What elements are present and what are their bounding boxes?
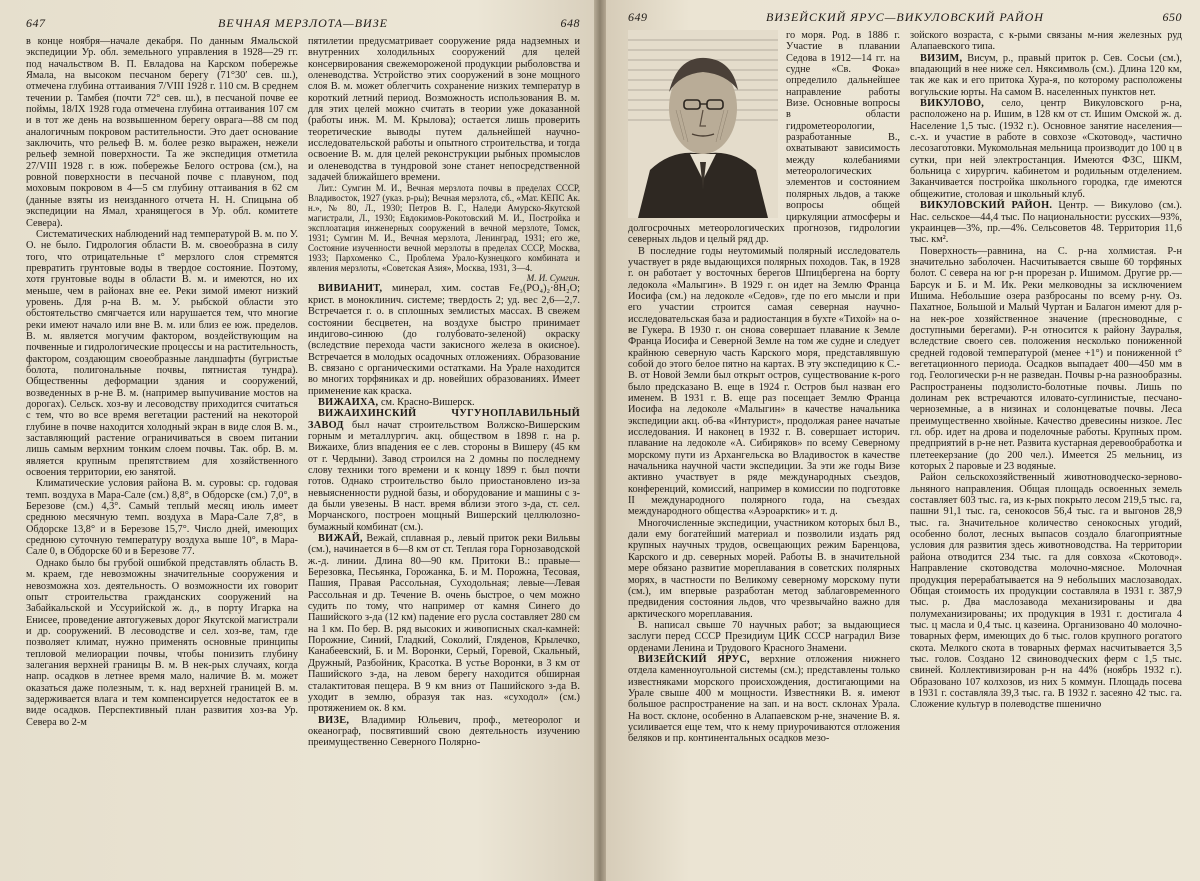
entry-text: Вежай, сплавная р., левый приток реки Вильвы (см.), начинается в 6—8 км от ст. Теплая гора Горнозаводской ж.-д. линии. Длина 80—90 км. Притоки В.: правые—Березовка, Песьянка, Горожанка, Б. и М. Порожна, Тесовая, Пашия, Правая Рассольная, Суходольная; левые—Левая Рассольная и др. Течение В. очень быстрое, о чем можно судить по тому, что например от камня Синего до Пашийского з-да (12 км) падение его русла составляет 280 см на 1 км. По бер. В. ряд высоких и живописных скал-камней: Порожние, Синий, Гладкий, Соколий, Гляденов, Крылечко, Канабеевский, Б. и М. Воронки, Серый, Горевой, Скальный, Дружный, Разбойник, Красотка. В устье Воронки, в 3 км от Пашийского з-да, на левом берегу находится обширная сталактитовая пещера. В 9 км вниз от Пашийского з-да В. уходит в землю, образуя так наз. «суходол» (см.) протяжением ок. 8 км. [308, 533, 580, 715]
entry-text: Центр. — Викулово (см.). Нас. сельское—44,4 тыс. По национальности: русских—93%, украинцев—3%, пр.—4%. Сельсоветов 48. Территория 11,6 тыс. км². [910, 200, 1182, 246]
entry-headword: ВИЗИМ, [920, 52, 963, 64]
entry [910, 53, 1182, 98]
author-signature: М. И. Сумгин. [526, 273, 580, 284]
entry-headword: ВИЖАИХИНСКИЙ ЧУГУНОПЛАВИЛЬНЫЙ ЗАВОД [308, 408, 580, 431]
entry [308, 408, 580, 533]
page-number: 649 [628, 10, 648, 24]
running-head-right [628, 10, 1182, 26]
paragraph: Район сельскохозяйственный животноводческо-зерново-льняного направления. Общая площадь освоенных земель составляет 603 тыс. га, из к-рых покрыто лесом 219,5 тыс. га, пашни 91,1 тыс. га, сенокосов 56,4 тыс. га и выгонов 28,9 тыс. га. Значительное количество сенокосных угодий, особенно болот, лесных выпасов создало благоприятные условия для развития здесь животноводства. На территории района отводится 234 тыс. га для совхоза «Скотовод». Направление скотоводства молочно-мясное. Молочная продукция перерабатывается на 9 небольших маслозаводах. Общая стоимость их продукции составляла в 1931 г. 387,9 тыс. р. Два маслозавода механизированы и два полумеханизированы; их продукция в 1931 г. достигала 4 тыс. ц масла и 0,4 тыс. ц казеина. Организовано 40 молочно-товарных ферм, имеющих до 6 тыс. голов крупного рогатого скота. Мелкого скота в товарных фермах насчитывается 3,5 тыс. голов. Создано 12 свиноводческих ферм с 1,5 тыс. свиней. Коллективизирован р-н на 44% (ноябрь 1932 г.). Образовано 107 колхозов, из них 5 коммун. Площадь посева в 1931 г. составляла 39,3 тыс. га. В 1932 г. засеяно 42 тыс. га. Сложение культур в полеводстве пшенично [910, 472, 1182, 711]
entry [308, 715, 580, 749]
book-gutter [594, 0, 606, 881]
paragraph: Однако было бы грубой ошибкой представлять область В. м. краем, где невозможны значительные сооружения и невозможна хоз. деятельность. О возможности их говорит опыт строительства гражданских сооружений на Забайкальской и Уссурийской ж. д., в порту Игарка на Енисее, проведение автогужевых дорог Якутской магистрали и др. сооружений. В лесоводстве и сел. хоз-ве, там, где позволяет климат, нужно применять основные принципы тепловой мелиорации почвы, чтобы понизить глубину залегания верхней границы В. м. В нек-рых случаях, когда напр. осадков в летнее время мало, наличие В. м. может оказаться даже полезным, т. к. над верхней границей В. м. задерживается влага и тем компенсируется недостаток ее в виде осадков. Перспективный план развития хоз-ва Ур. Севера во 2-м [26, 557, 298, 728]
paragraph: Многочисленные экспедиции, участником которых был В., дали ему богатейший материал и позволили издать ряд крупных научных трудов, освещающих режим Баренцова, Карского и др. северных морей. Работы В. в значительной мере обязано развитие мореплавания в советских полярных морях, в частности по Великому северному морскому пути (см.), им впервые разработан метод заблаговременного предвидения состояния льдов, что чрезвычайно важно для арктического мореплавания. [628, 517, 900, 620]
portrait-engraving [628, 30, 778, 218]
entry-headword: ВИКУЛОВСКИЙ РАЙОН. [920, 200, 1053, 212]
entry-text: Висум, р., правый приток р. Сев. Сосьи (см.), впадающий в нее ниже сел. Няксимволь (см.). Длина 120 км, так же как и его притока Хура-я, по которому расположены вогульские юрты. На самом В. населенных пунктов нет. [910, 52, 1182, 98]
page-number: 648 [560, 16, 580, 30]
entry [308, 533, 580, 715]
entry-text: был начат строительством Волжско-Вишерским горным и металлургич. акц. обществом в 1898 г. на р. Вижаихе, близ впадения ее с лев. стороны в Вишеру (45 км от г. Чердыни). Завод строился на 2 домны по последнему слову техники того времени и к концу 1899 г. был почти готов. Однако строительство было приостановлено из-за невыясненности рудной базы, и оборудование и машины с з-да были увезены. В наст. время вблизи этого з-да, ст. сел. Морчанского, построен мощный Вишерский целлюлозно-бумажный комбинат (см.). [308, 419, 580, 533]
paragraph: Климатические условия района В. м. суровы: ср. годовая темп. воздуха в Мара-Сале (см.) 8,8°, в Обдорске (см.) 7,0°, в Березове (см.) 4,3°. Самый теплый месяц июль имеет среднюю месячную темп. воздуха в Мара-Сале 7,8°, в Обдорске 13,8° и в Березове 15,7°. Число дней, имеющих среднюю суточную температуру воздуха выше 10°, в Мара-Сале 0, в Обдорске 60 и в Березове 77. [26, 478, 298, 558]
entry [628, 654, 900, 745]
page-number: 650 [1162, 10, 1182, 24]
text-column [628, 30, 900, 870]
paragraph: Систематических наблюдений над температурой В. м. по У. О. не было. Гидрология области В. м. своеобразна в силу того, что отрицательные t° мерзлого слоя стремятся превратить грунтовые воды в твердое состояние. Поэтому, хотя грунтовые воды в области В. м. и имеются, но их меньше, чем в районах вне ее. Реки зимой имеют низкий уровень. Для р-на В. м. У. рыбской области это обстоятельство смягчается или нарушается тем, что многие реки имеют начало или вне В. м. или близ ее юж. пределов. В. м. является могучим фактором, воздействующим на почвенные и гидрологические процессы и на растительность, фактором, создающим своеобразные ландшафты (бугристые болота, полигональные почвы, пятнистая тундра). Общественны деформации здания и сооружений, возведенных в р-не В. м. (например выпучивание мостов на дорогах). Сельск. хоз-ву и лесоводству приходится считаться с тем, что во все время вегетации растений на некоторой глубине в почве находится холодный экран в виде слоя В. м., заставляющий растение ограничиваться в своем питании лишь самым верхним тонким слоем почвы. Так. обр. В. м. является крупным препятствием для хозяйственного освоения территории, ею занятой. [26, 228, 298, 479]
running-head-left [26, 16, 580, 32]
left-page [0, 0, 594, 881]
entry-text: верхние отложения нижнего отдела каменноугольной системы (см.); представлены только известняками морского происхождения, достигающими на Урале свыше 400 м мощности. Известняки В. я. имеют большое распространение на зап. и на вост. склонах Урала. На вост. склоне, особенно в Алапаевском р-не, значение В. я. усиливается еще тем, что к нему приурочиваются отложения беляков и пр. континентальных осадков мезо- [628, 653, 900, 745]
entry [910, 200, 1182, 245]
entry-headword: ВИЗЕЙСКИЙ ЯРУС, [638, 653, 750, 665]
entry [910, 98, 1182, 200]
entry-headword: ВИЗЕ, [318, 714, 350, 726]
running-title: ВИЗЕЙСКИЙ ЯРУС—ВИКУЛОВСКИЙ РАЙОН [766, 10, 1044, 24]
entry-headword: ВИВИАНИТ, [318, 283, 383, 295]
text-column [308, 36, 580, 876]
entry-headword: ВИЖАЙ, [318, 533, 363, 545]
running-title: ВЕЧНАЯ МЕРЗЛОТА—ВИЗЕ [218, 16, 388, 30]
entry-headword: ВИЖАИХА, [318, 396, 379, 408]
paragraph: го моря. Род. в 1886 г. Участие в плавании Седова в 1912—14 гг. на судне «Св. Фока» определило дальнейшее направление работы Визе. Основные вопросы в области гидрометеорологии, разработанные В., охватывают зависимость между колебаниями метеорологических элементов и состоянием полярных льдов, а также вопросы общей циркуляции атмосферы и долгосрочных метеорологических прогнозов, гидрологии северных льдов и целый ряд др. [628, 30, 900, 246]
entry-text: см. Красно-Вишерск. [380, 396, 475, 408]
paragraph: Поверхность—равнина, на С. р-на холмистая. Р-н значительно заболочен. Насчитывается свыше 60 торфяных болот. С севера на юг р-н прорезан р. Ишимом. Другие рр.—Барсук и Б. и М. Ик. Реки мелководны за исключением Ишима. Небольшие озера разбросаны по всему р-ну. Оз. Пахатное, Большой и Малый Чуртан и Балагон имеют для р-на нек-рое хозяйственное значение (пресноводные, с доступными берегами). Р-н относится к району Зауралья, вследствие своего сев. положения несколько пониженной средней годовой температурой (менее +1°) и пониженной t° вегетационного периода. Осадков выпадает 400—450 мм в год. Геологически р-н не разведан. Почвы р-на разнообразны. Распространены подзолисто-болотные почвы. Лишь по долинам рек встречаются иловато-суглинистые, песчано-черноземные, а в низинах и солонцеватые почвы. Леса преимущественно хвойные. Качество древесины низкое. Лес гл. обр. идет на дрова и поделочные работы. Крупных пром. предприятий в р-не нет. Развита кустарная деревообработка и плетеекерзание (до 200 чел.). Имеется 25 мельниц, из которых 2 паровые и 23 водяные. [910, 245, 1182, 473]
text-column [910, 30, 1182, 870]
paragraph: пятилетии предусматривает сооружение ряда надземных и внутренних холодильных сооружений для целей консервирования свежемороженой продукции рыболовства и оленеводства. Устройство этих сооружений в зоне мощного слоя В. м. может облегчить сохранение низких температур в короткий летний период. Возможность использования В. м. для этих целей можно считать в теории уже доказанной (работы инж. М. М. Крылова); остается лишь проверить теоретические выводы путем дальнейшей научно-исследовательской работы и опытного строительства, и тогда освоение В. м. для целей реконструкции рыбных промыслов и оленеводства в тундровой зоне станет непосредственной задачей ближайшего времени. [308, 36, 580, 184]
paragraph: В. написал свыше 70 научных работ; за выдающиеся заслуги перед СССР Президиум ЦИК СССР наградил Визе орденами Ленина и Трудового Красного Знамени. [628, 619, 900, 654]
literature-note: Лит.: Сумгин М. И., Вечная мерзлота почвы в пределах СССР, Владивосток, 1927 (указ. р-ры); Вечная мерзлота, сб., «Мат. КЕПС Ак. н.», № 80, Л., 1930; Петров В. Г., Наледи Амурско-Якутской магистрали, Л., 1930; Евдокимов-Рокотовский М. И., Постройка и эксплоатация инженерных сооружений в вечной мерзлоте, Томск, 1931; Сумгин М. И., Вечная мерзлота, Ленинград, 1931; его же, Состояние изученности вечной мерзлоты в пределах СССР, Москва, 1933; Пархоменко С., Проблема Урало-Кузнецкого комбината и явления мерзлоты, «Советская Азия», Москва, 1931, 3—4. [308, 183, 580, 274]
paragraph: В последние годы неутомимый полярный исследователь участвует в ряде выдающихся полярных походов. Так, в 1928 г. он работает у восточных берегов Шпицбергена на борту ледокола «Малыгин». В 1929 г. он идет на Землю Франца Иосифа (см.) на ледоколе «Седов», где по его мысли и при его участии строится самая северная научно-исследовательская база и радиостанция в бухте «Тихой» на о-ве Гукера. В 1930 г. он снова совершает плавание к Земле Франца Иосифа и Северной Земле на том же судне и следует крайнюю северную часть Карского моря, представлявшую собой до этого белое пятно на картах. В эту экспедицию к С.-В. от Новой Земли был открыт остров, существование к-рого было предсказано В. еще в 1924 г. Остров был назван его именем. В 1931 г. В. еще раз посещает Землю Франца Иосифа на ледоколе «Малыгин» в качестве начальника экспедиции акц. об-ва «Интурист», продолжая ранее начатые исследования. И наконец в 1932 г. В. совершает историч. плавание на ледоколе «А. Сибиряков» по всему Северному морскому пути из Архангельска во Владивосток в качестве начальника научной части экспедиции. За эти же годы Визе активно участвует в ряде международных съездов, конференций, комиссий, например в комиссии по подготовке II международного полярного года, на съездах международного общества «Аэроарктик» и т. д. [628, 245, 900, 518]
paragraph: в конце ноября—начале декабря. По данным Ямальской экспедиции Ур. обл. земельного управления в 1928—29 гг. под начальством В. П. Евладова на Карском побережье Ямала, на высоком песчаном берегу (71°30′ сев. ш.), отмечена глубина оттаивания 7/VIII 1928 г. 110 см. В среднем течении р. Тамбея (почти 72° сев. ш.), в песчаной почве ее поймы, 18/IX 1928 года отмечена глубина оттаивания 107 см и в тот же день на возвышенном берегу оврага—88 см под аналогичным покровом растительности. Это дает основание заключить, что рельеф В. м. более резко выражен, нежели рельеф земной поверхности. Та же экспедиция отметила 27/VIII 1928 г. в юж. побережье Белого острова (см.), на ровной поверхности в песчаной почве с плавуном, под моховым покровом в 4—5 см глубину оттаивания в 62 см (данные взяты из неизданного отчета Н. Н. Спицына об экспедиции на Ямал, хранящегося в Ур. обл. комитете Севера). [26, 36, 298, 229]
entry-headword: ВИКУЛОВО, [920, 98, 985, 110]
entry [308, 283, 580, 396]
right-page [606, 0, 1200, 881]
entry-text: минерал, хим. состав Fe₃(PO₄)₂·8H₂O; крист. в моноклинич. системе; твердость 2; уд. вес 2,6—2,7. Встречается г. о. в сплошных землистых массах. В свежем состоянии бесцветен, на воздухе быстро принимает индигово-синюю (до голубовато-зеленой) окраску (вследствие перехода части закисного железа в окисное). Встречается в молодых осадочных отложениях. Образование В. связано с органическими остатками. На Урале находится во многих торфяниках и др. новейших образованиях. Имеет применение как краска. [308, 283, 580, 397]
text-column [26, 36, 298, 876]
paragraph: зойского возраста, с к-рыми связаны м-ния железных руд Алапаевского типа. [910, 30, 1182, 53]
entry-text: село, центр Викуловского р-на, расположено на р. Ишим, в 128 км от ст. Ишим Омской ж. д. Население 1,5 тыс. (1932 г.). Основное занятие населения—с.-х. и участие в работе в совхозе «Скотовод», частично лесозаготовки. Мукомольная мельница производит до 100 ц в сутки, при ней электростанция. Имеются ФЗС, ШКМ, больница с хирургич. кабинетом и родильным отделением. Заканчивается постройка школьного городка, где имеются общежитие, столовая и школьный клуб. [910, 98, 1182, 200]
entry [308, 397, 580, 408]
entry-text: Владимир Юльевич, проф., метеоролог и океанограф, посвятивший свою деятельность изучению преимущественно Северного Полярно- [308, 714, 580, 749]
page-number: 647 [26, 16, 46, 30]
